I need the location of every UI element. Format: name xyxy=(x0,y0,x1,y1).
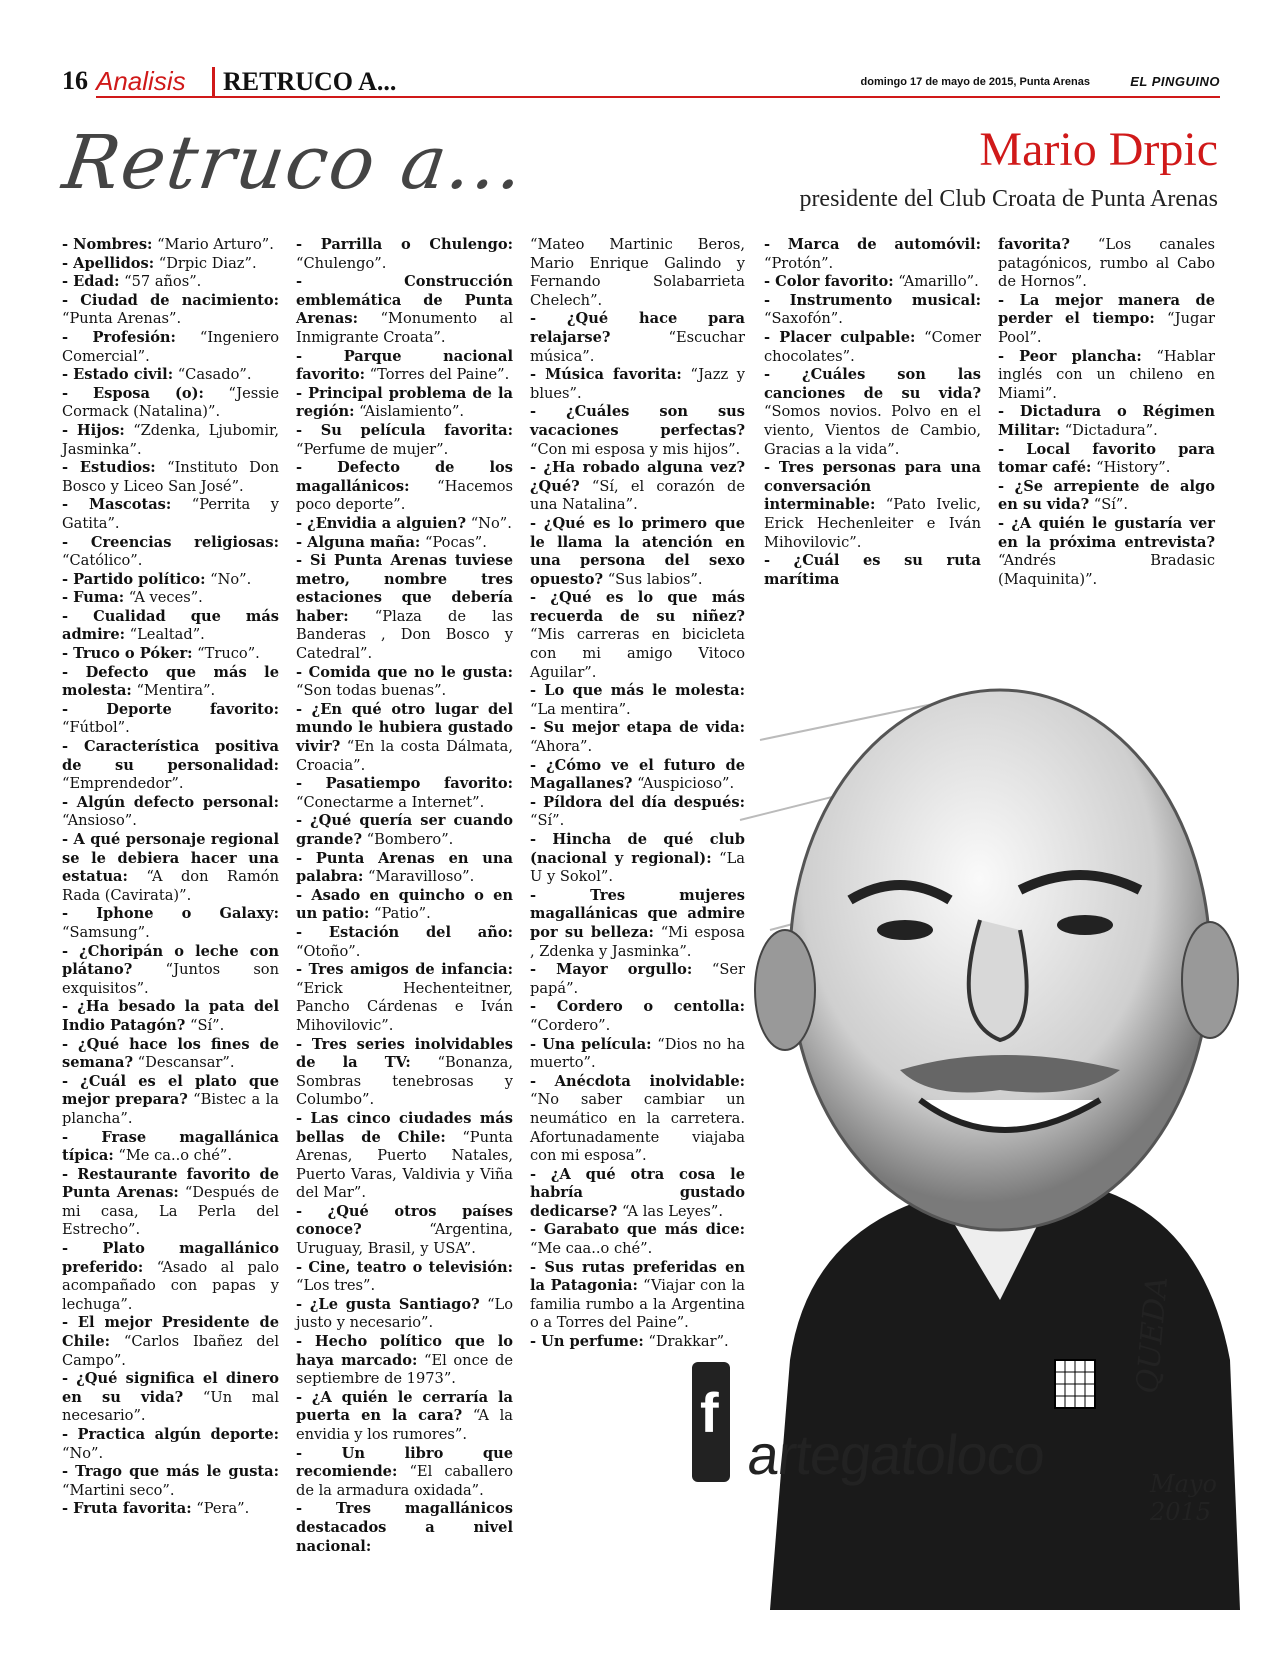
qa-item xyxy=(998,403,1215,440)
qa-answer: “No”. xyxy=(62,1444,104,1462)
qa-answer: “Hacemos poco deporte”. xyxy=(296,477,513,514)
qa-question: - ¿Cuáles son las canciones de su vida? xyxy=(764,366,981,402)
qa-question: - Esposa (o): xyxy=(62,384,204,402)
qa-question: - ¿Ha besado la pata del Indio Patagón? xyxy=(62,998,279,1034)
qa-answer: “Los canales patagónicos, rumbo al Cabo de Hornos”. xyxy=(998,236,1215,291)
qa-answer: “No”. xyxy=(205,570,252,588)
qa-answer: “Mentira”. xyxy=(131,682,216,700)
qa-question: - Tres magallánicos destacados a nivel nacional: xyxy=(296,1500,513,1555)
qa-answer: “Protón”. xyxy=(764,254,834,272)
qa-question: - Defecto que más le molesta: xyxy=(62,663,279,700)
artist-credit: artegatoloco xyxy=(744,1423,1048,1486)
qa-question: - Ciudad de nacimiento: xyxy=(62,291,279,309)
qa-question: - Fruta favorita: xyxy=(62,1500,192,1518)
qa-item xyxy=(62,794,279,831)
qa-question: - Color favorito: xyxy=(764,273,894,291)
qa-item xyxy=(296,236,513,273)
qa-question: - ¿Qué otros países conoce? xyxy=(296,1202,513,1239)
qa-answer: “Aislamiento”. xyxy=(354,403,465,421)
qa-question: - Alguna maña: xyxy=(296,533,421,551)
qa-answer: “La mentira”. xyxy=(530,700,631,718)
qa-answer: “Lealtad”. xyxy=(125,626,205,644)
qa-item xyxy=(998,478,1215,515)
qa-answer: “El caballero de la armadura oxidada”. xyxy=(296,1463,513,1499)
qa-item xyxy=(296,459,513,515)
qa-question: - Construcción emblemática de Punta Arenas: xyxy=(296,273,513,328)
qa-item xyxy=(296,961,513,1035)
qa-item xyxy=(998,441,1215,478)
qa-item xyxy=(998,292,1215,348)
qa-answer: “Ingeniero Comercial”. xyxy=(62,328,279,365)
qa-question: - Una película: xyxy=(530,1035,652,1053)
qa-item xyxy=(62,998,279,1035)
qa-question: - Mascotas: xyxy=(62,496,172,514)
qa-answer: “Zdenka, Ljubomir, Jasminka”. xyxy=(62,421,279,458)
qa-question: - ¿Qué quería ser cuando grande? xyxy=(296,812,513,848)
qa-answer: “Bombero”. xyxy=(362,831,454,848)
qa-item xyxy=(62,1036,279,1073)
qa-answer: “A veces”. xyxy=(124,589,203,607)
qa-answer: “Mateo Martinic Beros, Mario Enrique Galindo y Fernando Solabarrieta Chelech”. xyxy=(530,236,745,309)
qa-answer: “Sus labios”. xyxy=(603,570,703,588)
qa-answer: “Bonanza, Sombras tenebrosas y Columbo”. xyxy=(296,1054,513,1109)
qa-question: - Píldora del día después: xyxy=(530,793,745,811)
qa-question: - Anécdota inolvidable: xyxy=(530,1072,745,1090)
qa-answer: “Perrita y Gatita”. xyxy=(62,496,279,532)
qa-answer: “Dictadura”. xyxy=(1060,421,1158,439)
qa-item xyxy=(62,236,279,255)
text-column-5 xyxy=(998,236,1215,589)
qa-question: - Instrumento musical: xyxy=(764,291,981,309)
qa-answer: “Cordero”. xyxy=(530,1016,611,1034)
qa-answer: “Viajar con la familia rumbo a la Argentina o a Torres del Paine”. xyxy=(530,1277,745,1332)
qa-answer: “A don Ramón Rada (Cavirata)”. xyxy=(62,868,279,904)
qa-question: - Estación del año: xyxy=(296,923,513,941)
qa-answer: “Lo justo y necesario”. xyxy=(296,1295,514,1332)
qa-answer: “Escuchar música”. xyxy=(530,328,745,365)
qa-item xyxy=(62,273,279,292)
qa-item xyxy=(62,664,279,701)
qa-answer: “Con mi esposa y mis hijos”. xyxy=(530,440,741,458)
qa-item xyxy=(296,1110,513,1203)
qa-answer: “Sí”. xyxy=(530,812,565,830)
qa-question: - Local favorito para tomar café: xyxy=(998,440,1215,477)
qa-item xyxy=(62,645,279,664)
qa-question: - A qué personaje regional se le debiera hacer una estatua: xyxy=(62,831,279,886)
qa-item xyxy=(62,701,279,738)
qa-answer: “Mis carreras en bicicleta con mi amigo Vitoco Aguilar”. xyxy=(530,626,745,681)
qa-question: - Defecto de los magallánicos: xyxy=(296,459,513,495)
qa-answer: “Hablar inglés con un chileno en Miami”. xyxy=(998,347,1215,402)
qa-item xyxy=(764,273,981,292)
qa-question: - Si Punta Arenas tuviese metro, nombre tres estaciones que debería haber: xyxy=(296,552,513,625)
section-tag: Analisis xyxy=(96,66,186,96)
qa-question: - Punta Arenas en una palabra: xyxy=(296,849,513,886)
qa-question: - Tres mujeres magallánicas que admire por su belleza: xyxy=(530,886,745,941)
qa-question: - Principal problema de la región: xyxy=(296,384,513,421)
qa-answer: “El once de septiembre de 1973”. xyxy=(296,1351,514,1388)
qa-answer: “Perfume de mujer”. xyxy=(296,440,449,458)
qa-answer: “Católico”. xyxy=(62,552,143,570)
artist-signature: QUEDA xyxy=(1130,1274,1176,1396)
qa-item xyxy=(998,515,1215,589)
qa-answer: “Drpic Diaz”. xyxy=(154,254,257,272)
qa-item xyxy=(764,329,981,366)
qa-item xyxy=(62,1426,279,1463)
qa-answer: “History”. xyxy=(1091,459,1171,477)
qa-item xyxy=(62,589,279,608)
qa-answer: “Drakkar”. xyxy=(643,1333,729,1351)
qa-answer: “Erick Hechenteitner, Pancho Cárdenas e Iván Mihovilovic”. xyxy=(296,979,513,1034)
qa-item xyxy=(62,385,279,422)
qa-item xyxy=(62,943,279,999)
qa-answer: “Otoño”. xyxy=(296,942,361,960)
qa-item xyxy=(764,459,981,552)
qa-question: - Hijos: xyxy=(62,421,125,439)
section-title: RETRUCO A... xyxy=(212,67,396,97)
qa-answer: “A las Leyes”. xyxy=(617,1202,724,1220)
qa-question: - Garabato que más dice: xyxy=(530,1221,745,1239)
qa-answer: “Conectarme a Internet”. xyxy=(296,793,485,811)
text-column-1 xyxy=(62,236,279,1519)
qa-question: - Peor plancha: xyxy=(998,347,1142,365)
qa-question: - ¿Cómo ve el futuro de Magallanes? xyxy=(530,756,745,793)
qa-question: - Fuma: xyxy=(62,589,125,607)
qa-question: favorita? xyxy=(998,236,1070,253)
qa-item xyxy=(296,273,513,347)
qa-question: - Nombres: xyxy=(62,236,153,253)
qa-item xyxy=(530,403,745,459)
qa-item xyxy=(62,571,279,590)
qa-item xyxy=(62,329,279,366)
qa-item xyxy=(764,552,981,589)
qa-item xyxy=(296,664,513,701)
qa-answer: “Patio”. xyxy=(369,905,431,923)
qa-answer: “Un mal necesario”. xyxy=(62,1388,279,1425)
qa-question: - Restaurante favorito de Punta Arenas: xyxy=(62,1165,279,1202)
qa-question: - Truco o Póker: xyxy=(62,645,193,663)
text-column-4 xyxy=(764,236,981,589)
qa-item xyxy=(296,887,513,924)
qa-answer: “No saber cambiar un neumático en la carretera. Afortunadamente viajaba con mi esposa”. xyxy=(530,1091,745,1165)
qa-item xyxy=(998,236,1215,292)
qa-item xyxy=(296,1333,513,1389)
qa-question: - Plato magallánico preferido: xyxy=(62,1240,279,1276)
qa-answer: “La U y Sokol”. xyxy=(530,849,746,886)
text-column-2 xyxy=(296,236,513,1556)
qa-question: - ¿Cuáles son sus vacaciones perfectas? xyxy=(530,403,745,439)
qa-answer: “Casado”. xyxy=(173,366,252,384)
qa-item xyxy=(62,459,279,496)
qa-item xyxy=(296,775,513,812)
qa-question: - Creencias religiosas: xyxy=(62,533,279,551)
qa-item xyxy=(62,608,279,645)
qa-item xyxy=(296,385,513,422)
qa-question: - Las cinco ciudades más bellas de Chile: xyxy=(296,1109,513,1146)
qa-answer: “Carlos Ibañez del Campo”. xyxy=(62,1333,279,1369)
dateline: domingo 17 de mayo de 2015, Punta Arenas xyxy=(860,76,1090,88)
qa-item xyxy=(62,738,279,794)
interviewee-name: Mario Drpic xyxy=(979,123,1218,176)
qa-answer: “Plaza de las Banderas , Don Bosco y Catedral”. xyxy=(296,607,513,663)
qa-answer: “Martini seco”. xyxy=(62,1481,175,1499)
qa-item xyxy=(62,1500,279,1519)
qa-item xyxy=(296,812,513,849)
qa-answer: “Juntos son exquisitos”. xyxy=(62,961,279,997)
qa-answer: “No”. xyxy=(466,514,512,532)
qa-question: - ¿Le gusta Santiago? xyxy=(296,1295,480,1313)
qa-question: - Estado civil: xyxy=(62,366,174,384)
qa-item xyxy=(62,1166,279,1240)
qa-answer: “Samsung”. xyxy=(62,923,150,941)
qa-answer: “Jessie Cormack (Natalina)”. xyxy=(62,384,279,421)
header-rule xyxy=(96,96,1220,98)
qa-item xyxy=(296,1445,513,1501)
qa-answer: “Monumento al Inmigrante Croata”. xyxy=(296,310,513,346)
qa-answer: “Sí, el corazón de una Natalina”. xyxy=(530,477,745,514)
qa-item xyxy=(62,1240,279,1314)
qa-answer: “Saxofón”. xyxy=(764,310,843,328)
qa-item xyxy=(296,701,513,775)
column-logo: Retruco a... xyxy=(57,120,531,206)
qa-question: - ¿Choripán o leche con plátano? xyxy=(62,942,279,979)
qa-answer: “Instituto Don Bosco y Liceo San José”. xyxy=(62,459,279,495)
qa-item xyxy=(62,255,279,274)
qa-question: - Practica algún deporte: xyxy=(62,1426,279,1443)
qa-question: - Apellidos: xyxy=(62,254,155,272)
qa-answer: “Punta Arenas”. xyxy=(62,310,182,328)
qa-answer: “Me ca..o ché”. xyxy=(113,1147,232,1165)
qa-item xyxy=(62,496,279,533)
qa-item xyxy=(296,552,513,664)
qa-answer: “Ansioso”. xyxy=(62,812,137,830)
qa-item xyxy=(296,1203,513,1259)
qa-question: - Edad: xyxy=(62,273,120,291)
page-number: 16 xyxy=(62,66,88,95)
qa-answer: “Somos novios. Polvo en el viento, Vientos de Cambio, Gracias a la vida”. xyxy=(764,403,981,458)
qa-item xyxy=(530,459,745,515)
qa-item xyxy=(530,236,745,310)
qa-item xyxy=(296,422,513,459)
qa-answer: “Chulengo”. xyxy=(296,254,387,272)
qa-question: - Tres series inolvidables de la TV: xyxy=(296,1035,513,1072)
qa-answer: “Son todas buenas”. xyxy=(296,682,447,700)
qa-question: - Cualidad que más admire: xyxy=(62,607,279,644)
qa-answer: “Truco”. xyxy=(192,645,260,663)
qa-answer: “Sí”. xyxy=(185,1016,225,1034)
qa-answer: “Sí”. xyxy=(1089,496,1128,514)
qa-question: - Marca de automóvil: xyxy=(764,236,981,253)
qa-item xyxy=(62,292,279,329)
qa-question: - ¿Cuál es su ruta marítima xyxy=(764,552,981,588)
qa-question: - Tres amigos de infancia: xyxy=(296,961,513,979)
qa-answer: “Emprendedor”. xyxy=(62,775,184,793)
qa-answer: “Jugar Pool”. xyxy=(998,310,1216,346)
qa-item xyxy=(62,1463,279,1500)
qa-question: - Deporte favorito: xyxy=(62,700,279,718)
qa-item xyxy=(62,366,279,385)
qa-question: - Su película favorita: xyxy=(296,421,513,439)
qa-answer: “Los tres”. xyxy=(296,1277,376,1295)
qa-question: - Lo que más le molesta: xyxy=(530,682,745,700)
qa-item xyxy=(296,850,513,887)
qa-question: - Mayor orgullo: xyxy=(530,961,693,979)
qa-item xyxy=(530,310,745,366)
qa-question: - Iphone o Galaxy: xyxy=(62,905,279,923)
qa-answer: “En la costa Dálmata, Croacia”. xyxy=(296,738,513,774)
qa-question: - Un perfume: xyxy=(530,1333,644,1351)
qa-question: - Trago que más le gusta: xyxy=(62,1463,279,1481)
qa-answer: “Descansar”. xyxy=(133,1054,235,1072)
qa-item xyxy=(296,1389,513,1445)
qa-item xyxy=(296,1259,513,1296)
qa-item xyxy=(998,348,1215,404)
qa-question: - ¿Envidia a alguien? xyxy=(296,514,467,532)
qa-item xyxy=(62,534,279,571)
qa-item xyxy=(62,905,279,942)
qa-question: - Dictadura o Régimen Militar: xyxy=(998,403,1215,439)
qa-item xyxy=(62,1314,279,1370)
qa-question: - Partido político: xyxy=(62,570,206,588)
qa-question: - ¿En qué otro lugar del mundo le hubiera gustado vivir? xyxy=(296,700,513,756)
qa-item xyxy=(530,515,745,589)
qa-question: - ¿Cuál es el plato que mejor prepara? xyxy=(62,1072,279,1109)
qa-question: - Hecho político que lo haya marcado: xyxy=(296,1333,513,1369)
qa-answer: “Mi esposa , Zdenka y Jasminka”. xyxy=(530,923,745,960)
qa-answer: “Andrés Bradasic (Maquinita)”. xyxy=(998,552,1215,588)
qa-answer: “Maravilloso”. xyxy=(363,868,475,886)
qa-question: - Frase magallánica típica: xyxy=(62,1128,279,1165)
qa-item xyxy=(62,1129,279,1166)
qa-item xyxy=(62,831,279,905)
qa-question: - ¿Qué significa el dinero en su vida? xyxy=(62,1370,279,1406)
interviewee-role: presidente del Club Croata de Punta Arenas xyxy=(799,186,1218,212)
signature-date: Mayo 2015 xyxy=(1150,1470,1217,1526)
qa-answer: “Argentina, Uruguay, Brasil, y USA”. xyxy=(296,1221,513,1258)
qa-question: - Característica positiva de su personalidad: xyxy=(62,738,279,774)
qa-item xyxy=(296,515,513,534)
qa-item xyxy=(296,1500,513,1556)
page-header xyxy=(62,66,1220,100)
qa-answer: “A la envidia y los rumores”. xyxy=(296,1407,513,1443)
qa-question: - ¿Qué es lo que más recuerda de su niñez? xyxy=(530,589,745,625)
qa-answer: “Pocas”. xyxy=(420,533,487,551)
qa-answer: “Amarillo”. xyxy=(893,273,979,291)
qa-item xyxy=(62,1370,279,1426)
qa-question: - Música favorita: xyxy=(530,366,682,384)
qa-question: - Su mejor etapa de vida: xyxy=(530,719,745,737)
qa-question: - ¿Ha robado alguna vez? ¿Qué? xyxy=(530,459,745,495)
qa-item xyxy=(296,1036,513,1110)
qa-question: - Cine, teatro o televisión: xyxy=(296,1258,513,1276)
qa-answer: “Auspicioso”. xyxy=(632,775,735,793)
qa-question: - Cordero o centolla: xyxy=(530,998,745,1016)
qa-question: - Asado en quincho o en un patio: xyxy=(296,886,513,923)
qa-question: - ¿A quién le gustaría ver en la próxima entrevista? xyxy=(998,514,1215,551)
facebook-letter: f xyxy=(700,1381,719,1444)
qa-question: - Profesión: xyxy=(62,328,176,346)
qa-question: - ¿Qué hace los fines de semana? xyxy=(62,1035,279,1072)
qa-question: - ¿Se arrepiente de algo en su vida? xyxy=(998,477,1215,514)
qa-answer: “Torres del Paine”. xyxy=(365,366,510,384)
qa-answer: “57 años”. xyxy=(119,273,202,291)
qa-item xyxy=(764,292,981,329)
qa-answer: “Punta Arenas, Puerto Natales, Puerto Varas, Valdivia y Viña del Mar”. xyxy=(296,1128,513,1202)
qa-answer: “Mario Arturo”. xyxy=(152,236,274,253)
qa-answer: “Jazz y blues”. xyxy=(530,366,745,402)
qa-question: - ¿A quién le cerraría la puerta en la cara? xyxy=(296,1388,513,1425)
qa-question: - Pasatiempo favorito: xyxy=(296,775,513,793)
qa-question: - ¿Qué es lo primero que le llama la atención en una persona del sexo opuesto? xyxy=(530,514,745,588)
qa-item xyxy=(296,348,513,385)
qa-question: - ¿A qué otra cosa le habría gustado dedicarse? xyxy=(530,1165,745,1220)
qa-question: - Comida que no le gusta: xyxy=(296,663,513,681)
qa-answer: “Comer chocolates”. xyxy=(764,328,981,365)
qa-answer: “Ser papá”. xyxy=(530,961,745,997)
qa-answer: “Dios no ha muerto”. xyxy=(530,1035,745,1072)
qa-question: - Tres personas para una conversación interminable: xyxy=(764,459,981,514)
qa-question: - Un libro que recomiende: xyxy=(296,1444,513,1481)
qa-question: - La mejor manera de perder el tiempo: xyxy=(998,291,1215,328)
qa-answer: “Fútbol”. xyxy=(62,719,130,737)
qa-question: - El mejor Presidente de Chile: xyxy=(62,1314,279,1351)
qa-question: - Algún defecto personal: xyxy=(62,793,279,811)
qa-item xyxy=(530,366,745,403)
qa-answer: “Me caa..o ché”. xyxy=(530,1240,653,1258)
qa-answer: “Ahora”. xyxy=(530,738,593,756)
qa-answer: “Pera”. xyxy=(191,1500,250,1518)
qa-question: - Parrilla o Chulengo: xyxy=(296,236,513,253)
paper-name: EL PINGUINO xyxy=(1130,74,1220,89)
qa-answer: “Después de mi casa, La Perla del Estrecho”. xyxy=(62,1184,279,1239)
qa-answer: “Bistec a la plancha”. xyxy=(62,1091,279,1127)
qa-answer: “Pato Ivelic, Erick Hechenleiter e Iván Mihovilovic”. xyxy=(764,496,981,551)
qa-item xyxy=(62,1073,279,1129)
qa-item xyxy=(296,1296,513,1333)
qa-question: - ¿Qué hace para relajarse? xyxy=(530,310,745,346)
qa-item xyxy=(296,534,513,553)
qa-answer: “Asado al palo acompañado con papas y lechuga”. xyxy=(62,1258,279,1313)
qa-question: - Hincha de qué club (nacional y regional): xyxy=(530,831,745,867)
qa-question: - Parque nacional favorito: xyxy=(296,347,513,384)
qa-question: - Estudios: xyxy=(62,459,156,477)
qa-item xyxy=(764,366,981,459)
qa-item xyxy=(296,924,513,961)
qa-item xyxy=(62,422,279,459)
qa-question: - Sus rutas preferidas en la Patagonia: xyxy=(530,1258,745,1295)
qa-item xyxy=(764,236,981,273)
qa-question: - Placer culpable: xyxy=(764,328,916,346)
